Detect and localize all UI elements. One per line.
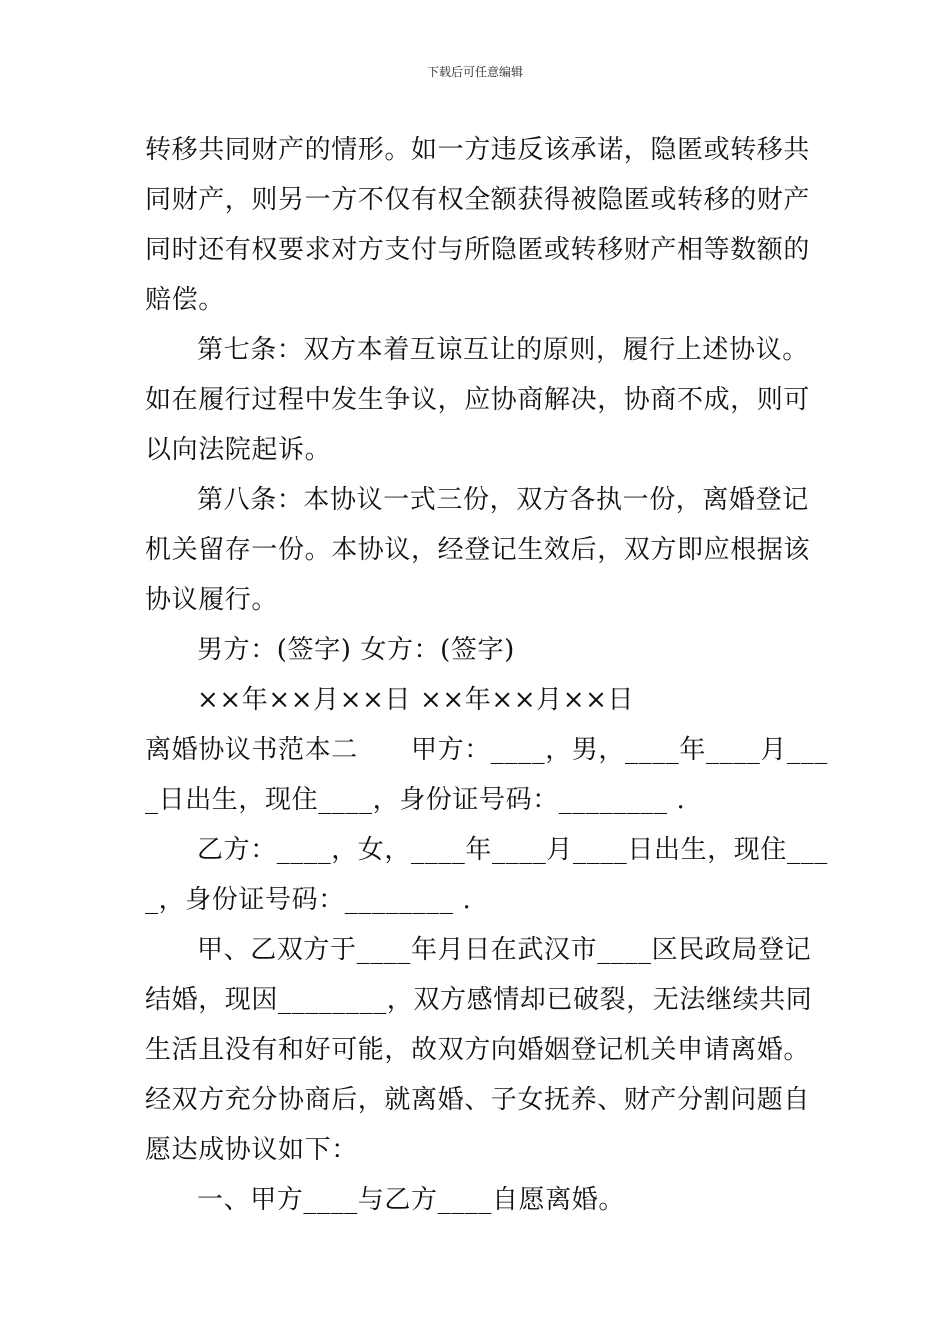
paragraph-line: _，身份证号码：________ . xyxy=(145,885,472,915)
paragraph-line: 结婚，现因________，双方感情却已破裂，无法继续共同 xyxy=(145,985,813,1015)
paragraph-line: 同时还有权要求对方支付与所隐匿或转移财产相等数额的 xyxy=(145,235,811,265)
party-b-line: 乙方：____，女，____年____月____日出生，现住___ xyxy=(197,835,828,865)
paragraph-line: 经双方充分协商后，就离婚、子女抚养、财产分割问题自 xyxy=(145,1085,811,1115)
paragraph-line: 协议履行。 xyxy=(145,585,279,615)
page-header: 下载后可任意编辑 xyxy=(426,65,523,79)
signature-line: 男方：(签字) 女方：(签字) xyxy=(197,635,515,665)
article-7-line: 第七条：双方本着互谅互让的原则，履行上述协议。 xyxy=(197,335,809,365)
paragraph-line: 生活且没有和好可能，故双方向婚姻登记机关申请离婚。 xyxy=(145,1035,811,1065)
paragraph-line: 如在履行过程中发生争议，应协商解决，协商不成，则可 xyxy=(145,385,811,415)
date-line: ××年××月××日 ××年××月××日 xyxy=(197,685,635,715)
article-8-line: 第八条：本协议一式三份，双方各执一份，离婚登记 xyxy=(197,485,809,515)
paragraph-line: 以向法院起诉。 xyxy=(145,435,332,465)
sample-two-party-a-line: 离婚协议书范本二 甲方：____，男，____年____月___ xyxy=(145,735,828,765)
paragraph-line: 愿达成协议如下： xyxy=(145,1135,358,1165)
marriage-registration-line: 甲、乙双方于____年月日在武汉市____区民政局登记 xyxy=(197,935,812,965)
paragraph-line: 赔偿。 xyxy=(145,285,225,315)
paragraph-line: 转移共同财产的情形。如一方违反该承诺，隐匿或转移共 xyxy=(145,135,811,165)
paragraph-line: 同财产，则另一方不仅有权全额获得被隐匿或转移的财产 xyxy=(145,185,811,215)
clause-1-line: 一、甲方____与乙方____自愿离婚。 xyxy=(197,1185,626,1215)
paragraph-line: 机关留存一份。本协议，经登记生效后，双方即应根据该 xyxy=(145,535,811,565)
paragraph-line: _日出生，现住____，身份证号码：________ . xyxy=(145,785,686,815)
